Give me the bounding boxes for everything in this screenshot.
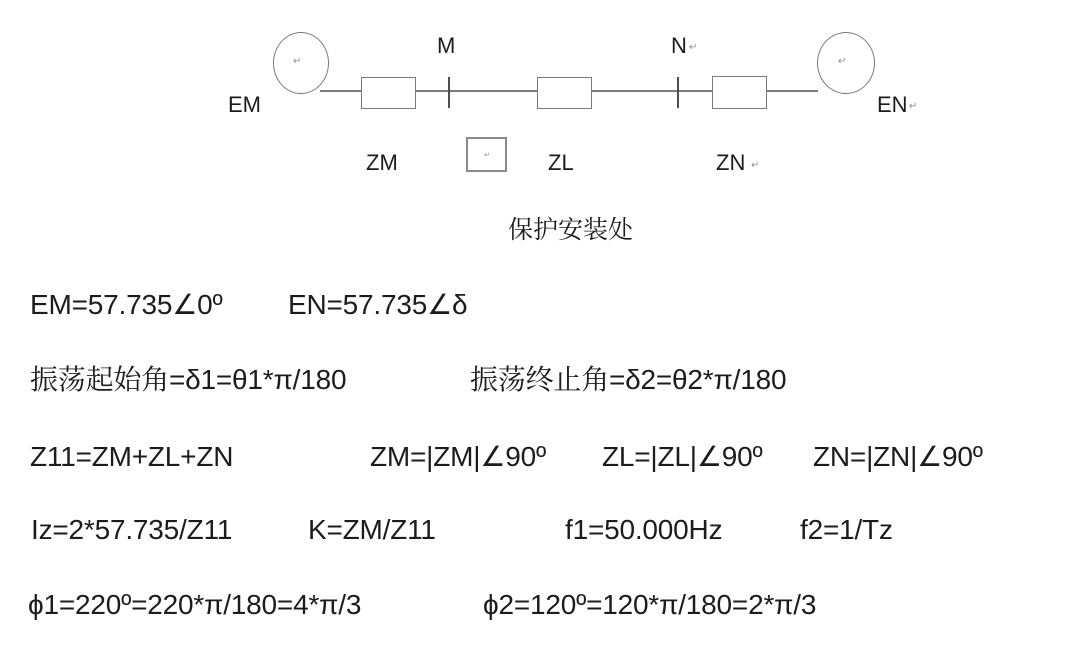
equation-z11: Z11=ZM+ZL+ZN xyxy=(30,441,234,472)
power-system-diagram xyxy=(0,0,1074,260)
paragraph-mark-icon: ↵ xyxy=(689,42,698,53)
paragraph-mark-icon: ↵ xyxy=(293,56,302,67)
paragraph-mark-icon: ↵ xyxy=(909,101,918,112)
bus-m-tick xyxy=(448,77,450,108)
paragraph-mark-icon: ↵ xyxy=(838,56,847,67)
equation-en-source: EN=57.735∠δ xyxy=(288,289,468,320)
label-zn: ZN xyxy=(716,150,746,175)
equation-zm: ZM=|ZM|∠90º xyxy=(370,441,547,472)
label-n: N xyxy=(671,33,687,58)
equation-zn: ZN=|ZN|∠90º xyxy=(813,441,983,472)
generator-em-symbol xyxy=(273,32,329,94)
equation-phi2: ϕ2=120º=120*π/180=2*π/3 xyxy=(483,589,817,620)
equation-k: K=ZM/Z11 xyxy=(308,514,436,545)
paragraph-mark-icon: ↵ xyxy=(751,160,760,171)
label-zm: ZM xyxy=(366,150,398,175)
generator-en-symbol xyxy=(817,32,875,94)
impedance-zl-symbol xyxy=(537,77,592,109)
diagram-caption: 保护安装处 xyxy=(508,216,634,244)
label-zl: ZL xyxy=(548,150,574,175)
equation-f2: f2=1/Tz xyxy=(800,514,893,545)
impedance-zn-symbol xyxy=(712,76,767,109)
equation-em-source: EM=57.735∠0º xyxy=(30,289,223,320)
equation-phi1: ϕ1=220º=220*π/180=4*π/3 xyxy=(28,589,362,620)
equation-oscillation-end-angle: 振荡终止角=δ2=θ2*π/180 xyxy=(470,364,787,395)
label-em: EM xyxy=(228,92,261,117)
protection-relay-box xyxy=(466,137,507,172)
equation-zl: ZL=|ZL|∠90º xyxy=(602,441,763,472)
paragraph-mark-icon: ↵ xyxy=(484,152,490,159)
equation-f1: f1=50.000Hz xyxy=(565,514,723,545)
label-m: M xyxy=(437,33,456,58)
equation-iz: Iz=2*57.735/Z11 xyxy=(31,514,233,545)
label-en: EN xyxy=(877,92,908,117)
bus-n-tick xyxy=(677,77,679,108)
equation-oscillation-start-angle: 振荡起始角=δ1=θ1*π/180 xyxy=(30,364,347,395)
impedance-zm-symbol xyxy=(361,77,416,109)
equations-block xyxy=(0,260,1074,651)
